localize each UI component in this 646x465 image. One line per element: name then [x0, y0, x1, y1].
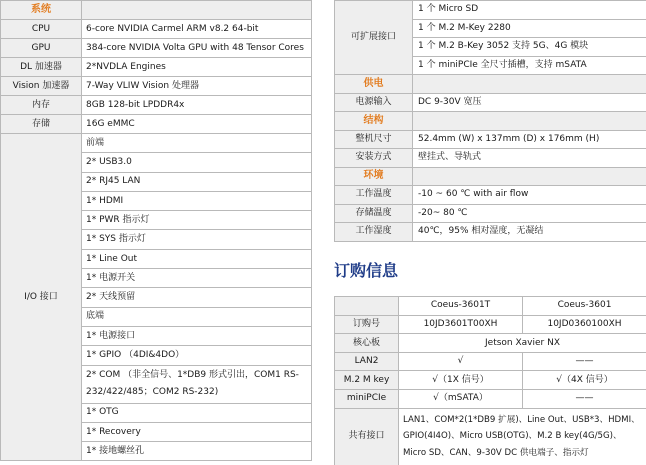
- spec-row-memory: [1, 96, 312, 115]
- io-item: 1* 电源开关: [82, 269, 312, 288]
- io-item: 底端: [82, 307, 312, 326]
- spec-row-vision: [1, 77, 312, 96]
- io-item: 1* 电源接口: [82, 326, 312, 345]
- spec-row-power-input: [335, 93, 646, 112]
- section-power: 供电: [335, 75, 413, 94]
- section-row-system: [1, 1, 312, 20]
- section-row-power: [335, 75, 646, 94]
- order-row-m2: [335, 371, 646, 390]
- io-item: 前端: [82, 134, 312, 153]
- order-value: √（mSATA）: [399, 389, 523, 408]
- spec-label: 电源输入: [335, 93, 413, 112]
- expansion-row: [335, 1, 646, 20]
- order-label: miniPCIe: [335, 389, 399, 408]
- order-label: M.2 M key: [335, 371, 399, 390]
- io-item: 1* Recovery: [82, 422, 312, 441]
- io-item: 2* USB3.0: [82, 153, 312, 172]
- spec-value: 8GB 128-bit LPDDR4x: [82, 96, 312, 115]
- io-item: 1* 接地螺丝孔: [82, 442, 312, 461]
- spec-label: 存储温度: [335, 204, 413, 223]
- spec-table-right: [334, 0, 646, 242]
- order-value: ——: [523, 389, 646, 408]
- spec-row-gpu: [1, 39, 312, 58]
- spec-label: 工作湿度: [335, 223, 413, 242]
- spec-label: 整机尺寸: [335, 130, 413, 149]
- spec-label: 工作温度: [335, 186, 413, 205]
- io-item: 1* GPIO （4DI&4DO）: [82, 346, 312, 365]
- order-value: √（1X 信号）: [399, 371, 523, 390]
- spec-value: 52.4mm (W) x 137mm (D) x 176mm (H): [413, 130, 646, 149]
- io-com-line: 232/422/485；COM2 RS-232): [86, 387, 219, 398]
- spec-value: -10 ~ 60 ℃ with air flow: [413, 186, 646, 205]
- spec-label: CPU: [1, 20, 82, 39]
- expansion-item: 1 个 M.2 M-Key 2280: [413, 19, 646, 38]
- io-item-com: [82, 365, 312, 403]
- io-item: 1* HDMI: [82, 191, 312, 210]
- io-row: [1, 134, 312, 153]
- order-value: LAN1、COM*2(1*DB9 扩展)、Line Out、USB*3、HDMI、GPIO(4I4O)、Micro USB(OTG)、M.2 B key(4G/5G)、Micro SD、CAN、9-30V DC 供电端子、指示灯: [399, 408, 646, 465]
- io-item: 1* Line Out: [82, 249, 312, 268]
- order-label: LAN2: [335, 352, 399, 371]
- spec-row-humidity: [335, 223, 646, 242]
- io-label: I/O 接口: [1, 134, 82, 461]
- order-value: √（4X 信号）: [523, 371, 646, 390]
- section-row-environment: [335, 167, 646, 186]
- io-com-line: 2* COM （非全信号、1*DB9 形式引出，COM1 RS-: [86, 370, 299, 381]
- spec-table-left: [0, 0, 312, 461]
- expansion-item: 1 个 M.2 B-Key 3052 支持 5G、4G 模块: [413, 38, 646, 57]
- spec-label: GPU: [1, 39, 82, 58]
- spec-value: 7-Way VLIW Vision 处理器: [82, 77, 312, 96]
- spec-value: 384-core NVIDIA Volta GPU with 48 Tensor Cores: [82, 39, 312, 58]
- spec-row-cpu: [1, 20, 312, 39]
- spec-label: 内存: [1, 96, 82, 115]
- spec-row-dimensions: [335, 130, 646, 149]
- order-header-row: [335, 297, 646, 316]
- spec-row-storage: [1, 115, 312, 134]
- order-value: ——: [523, 352, 646, 371]
- spec-row-dl: [1, 58, 312, 77]
- order-value: 10JD3601T00XH: [399, 315, 523, 334]
- order-row-core: [335, 334, 646, 353]
- spec-value: -20~ 80 ℃: [413, 204, 646, 223]
- io-item: 1* PWR 指示灯: [82, 211, 312, 230]
- expansion-item: 1 个 Micro SD: [413, 1, 646, 20]
- order-row-common: [335, 408, 646, 465]
- spec-value: 2*NVDLA Engines: [82, 58, 312, 77]
- order-label: 共有接口: [335, 408, 399, 465]
- section-environment: 环境: [335, 167, 413, 186]
- order-value: √: [399, 352, 523, 371]
- section-structure: 结构: [335, 112, 413, 131]
- order-value: Jetson Xavier NX: [399, 334, 646, 353]
- spec-label: Vision 加速器: [1, 77, 82, 96]
- spec-value: DC 9-30V 宽压: [413, 93, 646, 112]
- io-item: 1* OTG: [82, 403, 312, 422]
- section-row-structure: [335, 112, 646, 131]
- model-header: Coeus-3601: [523, 297, 646, 316]
- order-label: 核心板: [335, 334, 399, 353]
- expansion-item: 1 个 miniPCIe 全尺寸插槽，支持 mSATA: [413, 56, 646, 75]
- spec-label: 存储: [1, 115, 82, 134]
- spec-row-mounting: [335, 149, 646, 168]
- spec-row-operating-temp: [335, 186, 646, 205]
- spec-row-storage-temp: [335, 204, 646, 223]
- spec-value: 40℃，95% 相对湿度，无凝结: [413, 223, 646, 242]
- expansion-label: 可扩展接口: [335, 1, 413, 75]
- spec-label: 安装方式: [335, 149, 413, 168]
- order-row-minipcie: [335, 389, 646, 408]
- order-label: 订购号: [335, 315, 399, 334]
- spec-value: 壁挂式、导轨式: [413, 149, 646, 168]
- section-system: 系统: [1, 1, 82, 20]
- spec-value: 6-core NVIDIA Carmel ARM v8.2 64-bit: [82, 20, 312, 39]
- spec-value: 16G eMMC: [82, 115, 312, 134]
- spec-label: DL 加速器: [1, 58, 82, 77]
- order-title: 订购信息: [334, 261, 399, 280]
- io-item: 2* RJ45 LAN: [82, 172, 312, 191]
- order-row-part-number: [335, 315, 646, 334]
- io-item: 2* 天线预留: [82, 288, 312, 307]
- order-table: [334, 296, 646, 465]
- order-row-lan2: [335, 352, 646, 371]
- io-item: 1* SYS 指示灯: [82, 230, 312, 249]
- model-header: Coeus-3601T: [399, 297, 523, 316]
- order-value: 10JD0360100XH: [523, 315, 646, 334]
